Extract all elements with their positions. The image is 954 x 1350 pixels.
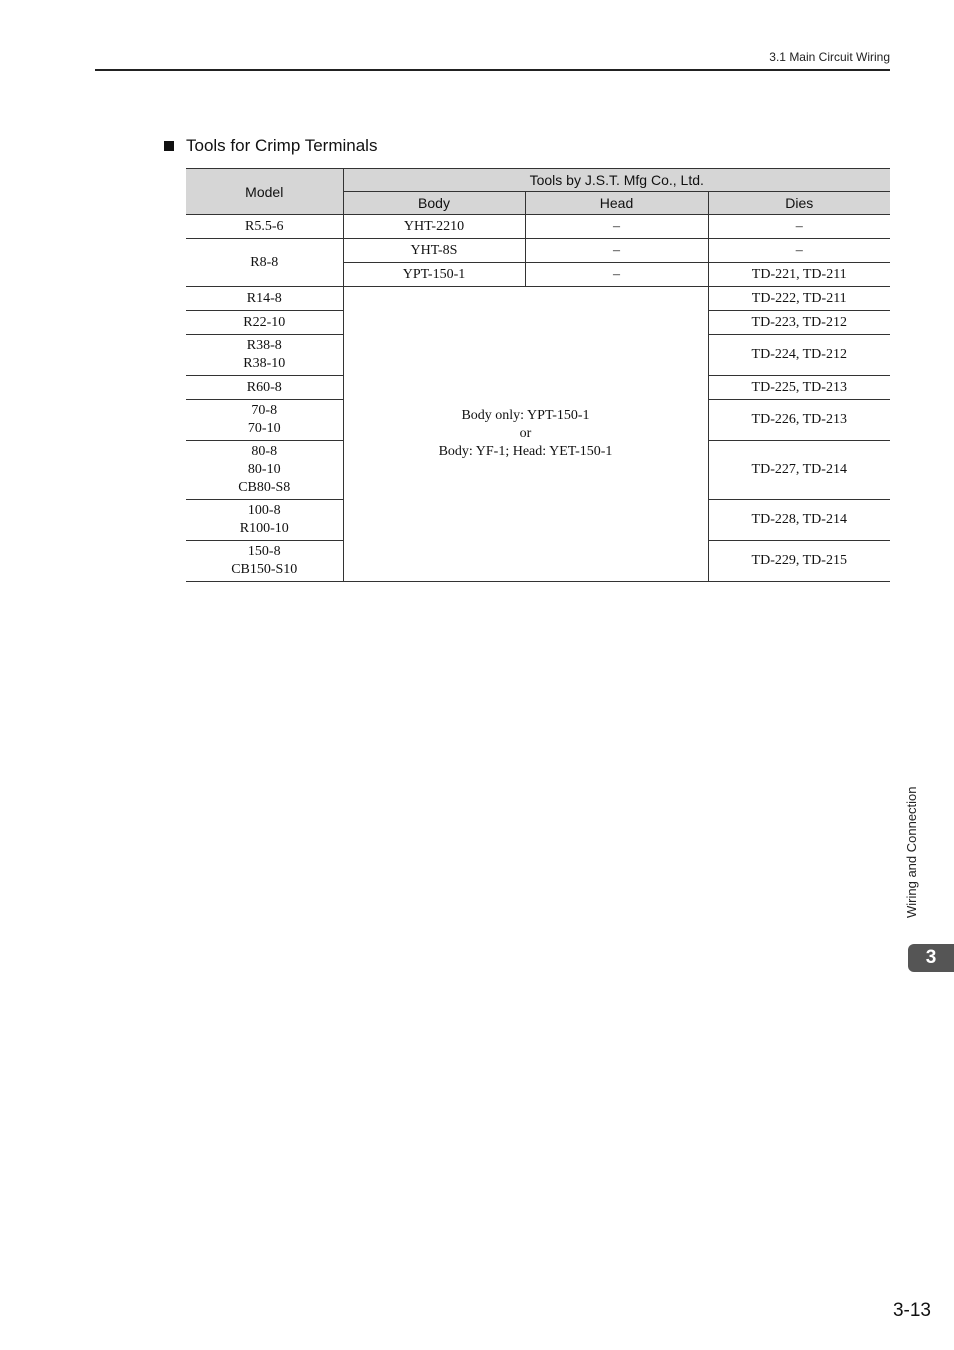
cell-model: R8-8 [186, 239, 343, 287]
merged-tools-line: Body: YF-1; Head: YET-150-1 [438, 444, 613, 459]
header-dies: Dies [708, 192, 890, 215]
page-number: 3-13 [892, 1300, 931, 1321]
header-model: Model [186, 169, 343, 215]
cell-dies: TD-223, TD-212 [708, 311, 890, 335]
model-line: 80-10 [247, 462, 281, 477]
crimp-tools-table [186, 168, 890, 582]
header-head: Head [525, 192, 708, 215]
model-line: 150-8 [247, 544, 281, 559]
cell-model [186, 441, 343, 500]
model-line: 70-10 [247, 421, 281, 436]
model-line: R38-10 [243, 356, 286, 371]
square-bullet-icon [164, 141, 174, 151]
header-divider [95, 69, 890, 71]
cell-dies: – [708, 239, 890, 263]
cell-model: R60-8 [186, 376, 343, 400]
cell-body: YHT-8S [343, 239, 525, 263]
cell-body: YHT-2210 [343, 215, 525, 239]
model-line: 80-8 [251, 444, 278, 459]
running-header: 3.1 Main Circuit Wiring [769, 50, 890, 64]
cell-model: R5.5-6 [186, 215, 343, 239]
cell-model: R14-8 [186, 287, 343, 311]
model-line: R100-10 [239, 521, 289, 536]
cell-dies: TD-227, TD-214 [708, 441, 890, 500]
table-row [186, 287, 890, 311]
cell-dies: TD-225, TD-213 [708, 376, 890, 400]
header-body: Body [343, 192, 525, 215]
cell-dies: TD-222, TD-211 [708, 287, 890, 311]
chapter-tab: 3 [908, 944, 954, 972]
cell-dies: TD-221, TD-211 [708, 263, 890, 287]
model-line: R38-8 [246, 338, 282, 353]
cell-head: – [525, 239, 708, 263]
merged-tools-cell [343, 287, 708, 582]
cell-dies: TD-226, TD-213 [708, 400, 890, 441]
model-line: 70-8 [251, 403, 278, 418]
model-line: CB80-S8 [238, 480, 291, 495]
cell-model [186, 541, 343, 582]
chapter-side-label: Wiring and Connection [904, 786, 919, 918]
cell-dies: TD-228, TD-214 [708, 500, 890, 541]
cell-head: – [525, 215, 708, 239]
table-row [186, 239, 890, 263]
section-title-text: Tools for Crimp Terminals [186, 136, 378, 155]
cell-model [186, 400, 343, 441]
cell-body: YPT-150-1 [343, 263, 525, 287]
header-tools-group: Tools by J.S.T. Mfg Co., Ltd. [343, 169, 890, 192]
cell-model: R22-10 [186, 311, 343, 335]
model-line: CB150-S10 [231, 562, 298, 577]
model-line: 100-8 [247, 503, 281, 518]
cell-dies: – [708, 215, 890, 239]
cell-dies: TD-229, TD-215 [708, 541, 890, 582]
section-title [164, 136, 377, 156]
merged-tools-line: Body only: YPT-150-1 [461, 408, 590, 423]
cell-head: – [525, 263, 708, 287]
cell-model [186, 500, 343, 541]
cell-model [186, 335, 343, 376]
cell-dies: TD-224, TD-212 [708, 335, 890, 376]
merged-tools-line: or [519, 426, 532, 441]
table-row [186, 215, 890, 239]
